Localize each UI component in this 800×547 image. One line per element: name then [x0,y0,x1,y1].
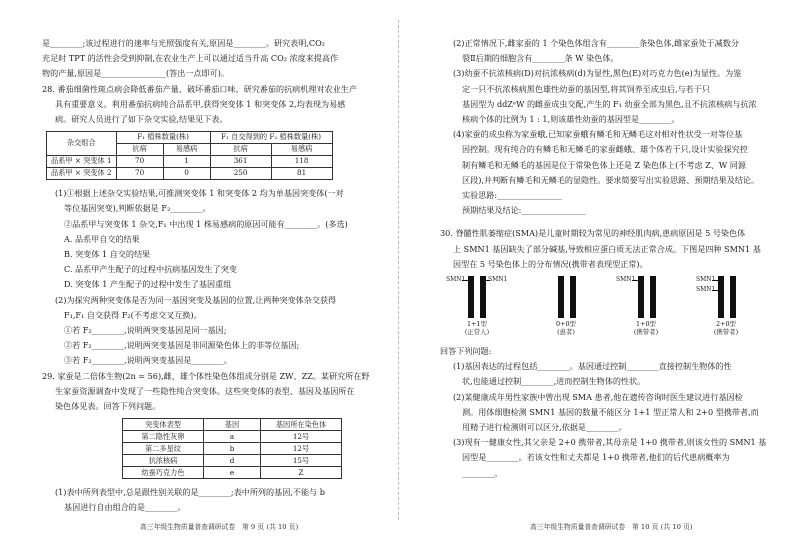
q29-table [122,418,342,479]
text-line: 测。用体细胞检测 SMN1 基因的数量不能区分 1+1 型正常人和 2+0 型携带者,而 [462,406,759,417]
text-line: F₁,F₁ 自交获得 F₂(不考虑交叉互换)。 [64,309,202,320]
text-line: (2)为探究两种突变体是否为同一基因突变及基因的位置,让两种突变体杂交获得 [55,294,337,305]
page-footer-right: 高三年级生物质量普查调研试卷 第 10 页 (共 10 页) [530,523,693,531]
text-line: ________。 [462,467,503,478]
text-line: ②品系甲与突变体 1 杂交,F₁ 中出现 1 株易感病的原因可能有________。(多选) [64,218,348,229]
text-line: 区段),并判断有鳞毛和无鳞毛的显隐性。要求简要写出实验思路、预期结果及结论。 [462,174,760,185]
text-line: 裂Ⅱ后期的细胞含有________条 W 染色体。 [462,53,619,64]
text-line: D. 突变体 1 产生配子的过程中发生了基因重组 [64,279,232,290]
chromosome [730,276,736,318]
table-header: F₁ 自交得到的 F₂ 植株数量(株) [210,132,332,144]
page-fold-line [398,20,399,520]
q28-table [46,131,333,180]
chromosome [718,276,724,318]
right-page [440,36,792,481]
table-row: 品系甲 × 突变体 2 70 0 250 81 [47,168,333,180]
text-line: 因型是________。若该女性和丈夫都是 1+0 携带者,他们的后代患病概率为 [462,452,730,463]
text-line: 状,也能通过控制________,进而控制生物体的性状。 [462,376,646,387]
table-row: 第二多星纹 b 12号 [123,443,342,455]
q29-continued [440,36,792,218]
smn1-chromosome-diagram: SMN1 SMN1 1+1型 (正常人) 0+0型 (患者) SMN1 1+0型 (携带者) SMN1 SMN1 2+0型 (携带者) [440,274,792,340]
text-line: 物的产量,原因是________________(答出一点即可)。 [42,68,229,79]
text-line: 定一只不抗浓核病黑色雄性幼蚕的基因型,将其饲养至成虫后,与若干只 [462,83,710,94]
text-line: 基因型为 ddZᵉW 的雌蚕成虫交配,产生的 F₁ 幼蚕全部为黑色,且不抗浓核病与抗浓 [462,98,757,109]
table-row: 品系甲 × 突变体 1 70 1 361 118 [47,156,333,168]
q30-stem: 30. 脊髓性肌萎缩症(SMA)是儿童时期较为常见的神经肌肉病,患病原因是 5 号染色体 [440,228,746,239]
chromosome [638,276,644,318]
table-row: 抗浓核病 d 15号 [123,455,342,467]
text-line: 用精子进行检测则可以区分,依据是________。 [462,422,627,433]
q30-subquestions [440,344,792,481]
q30-stem: 因型在 5 号染色体上的分布情况(携带者表现型正常)。 [453,258,648,269]
table-header: 基因 [204,419,261,431]
table-subheader: 易感病 [271,144,332,156]
chromosome [480,276,486,318]
genotype-label: 2+0型 (携带者) [713,320,739,337]
text-line: A. 品系甲自交的结果 [64,233,140,244]
table-subheader: 抗病 [210,144,271,156]
q28-subquestions [42,186,394,368]
text-line: 是________;该过程进行的速率与光照强度有关,原因是________。研究表明,CO₂ [42,38,325,48]
table-header: 杂交组合 [47,132,117,156]
q28-stem: 病。研究人员进行了如下杂交实验,结果见下表。 [55,114,228,125]
table-header: 基因所在染色体 [261,419,342,431]
table-header: F₁ 植株数量(株) [116,132,210,144]
text-line: (2)正常情况下,雌家蚕的 1 个染色体组含有________条染色体,雌家蚕处于减数分 [453,38,739,48]
q28-stem: 具有重要意义。利用番茄抗病纯合品系甲,获得突变体 1 和突变体 2,均表现为易感 [55,98,346,109]
text-line: ②若 F₂________,说明两突变基因是非同源染色体上的非等位基因; [64,340,300,351]
genotype-label: 0+0型 (患者) [556,320,576,337]
table-row: 第二隐性灰卵 a 12号 [123,431,342,443]
chromosome [558,276,564,318]
text-line: 核病个体的比例为 1 : 1,则该雄性幼蚕的基因型是________。 [462,114,680,125]
q29-stem: 染色体见表。回答下列问题。 [55,401,161,412]
left-page [42,36,394,516]
text-line: B. 突变体 1 自交的结果 [64,249,151,260]
chromosome [650,276,656,318]
q29-stem: 29. 家蚕是二倍体生物(2n = 56),雌、雄个体性染色体组成分别是 ZW、ZZ。某研究所在野 [42,370,370,381]
genotype-label: 1+1型 (正常人) [464,320,490,337]
chromosome [468,276,474,318]
text-line: 预期结果及结论:________________ [462,205,587,216]
text-line: (4)家蚕的成虫称为家蚕蛾,已知家蚕蛾有鳞毛和无鳞毛这对相对性状受一对等位基 [453,129,743,140]
text-line: 实验思路:________________ [462,190,562,201]
text-line: 等位基因突变),判断依据是 F₂________。 [64,203,211,214]
text-line: C. 品系甲产生配子的过程中抗病基因发生了突变 [64,264,237,275]
table-subheader: 抗病 [116,144,163,156]
text-line: 制有鳞毛和无鳞毛的基因是位于常染色体上还是 Z 染色体上(不考虑 Z、W 同源 [462,159,746,170]
text-line: (1)基因表达的过程包括________。基因通过控制________直接控制生物体的性 [453,361,732,372]
text-line: (3)幼蚕不抗浓核病(D)对抗浓核病(d)为显性,黑色(E)对巧克力色(e)为显性。为鉴 [453,68,742,79]
text-line: ①若 F₂________,说明两突变基因是同一基因; [64,325,227,336]
text-line: ③若 F₂________,说明两突变基因是________。 [64,355,232,366]
table-subheader: 易感病 [163,144,210,156]
table-row: 幼蚕巧克力色 e Z [123,467,342,479]
text-line: 回答下列问题: [440,346,492,357]
text-line: (3)现有一健康女性,其父亲是 2+0 携带者,其母亲是 1+0 携带者,则该女性的 SMN1 基 [453,437,767,448]
table-header: 突变体表型 [123,419,204,431]
genotype-label: 1+0型 (携带者) [633,320,659,337]
text-line: 因控制。现有纯合的有鳞毛和无鳞毛的家蚕雌蛾、雄个体若干只,设计实验探究控 [462,144,748,155]
chromosome [570,276,576,318]
text-line: 基因进行自由组合的是________。 [64,502,186,513]
page-footer-left: 高三年级生物质量普查调研试卷 第 9 页 (共 10 页) [140,523,299,531]
q28-stem: 28. 番茄细菌性斑点病会降低番茄产量、破坏番茄口味。研究番茄的抗病机理对农业生产 [42,83,357,94]
text-line: (1)①根据上述杂交实验结果,可推测突变体 1 和突变体 2 均为单基因突变体(一对 [55,188,344,199]
text-line: (2)某健康成年男性家族中曾出现 SMA 患者,他在遗传咨询时医生建议进行基因检 [453,391,743,402]
text-line: 充足时 TPT 的活性会受到抑制,在农业生产上可以通过适当升高 CO₂ 浓度来提高作 [42,53,339,64]
q29-stem: 生家蚕资源调查中发现了一些隐性纯合突变体。这些突变体的表型、基因及基因所在 [55,385,355,396]
text-line: (1)表中所列表型中,总是跟性别关联的是________;表中所列的基因,不能与 b [55,487,325,498]
q29-subquestions [42,485,394,515]
q30-stem: 上 SMN1 基因缺失了部分碱基,导致相应蛋白质无法正常合成。下图是四种 SMN1 基 [453,243,761,254]
